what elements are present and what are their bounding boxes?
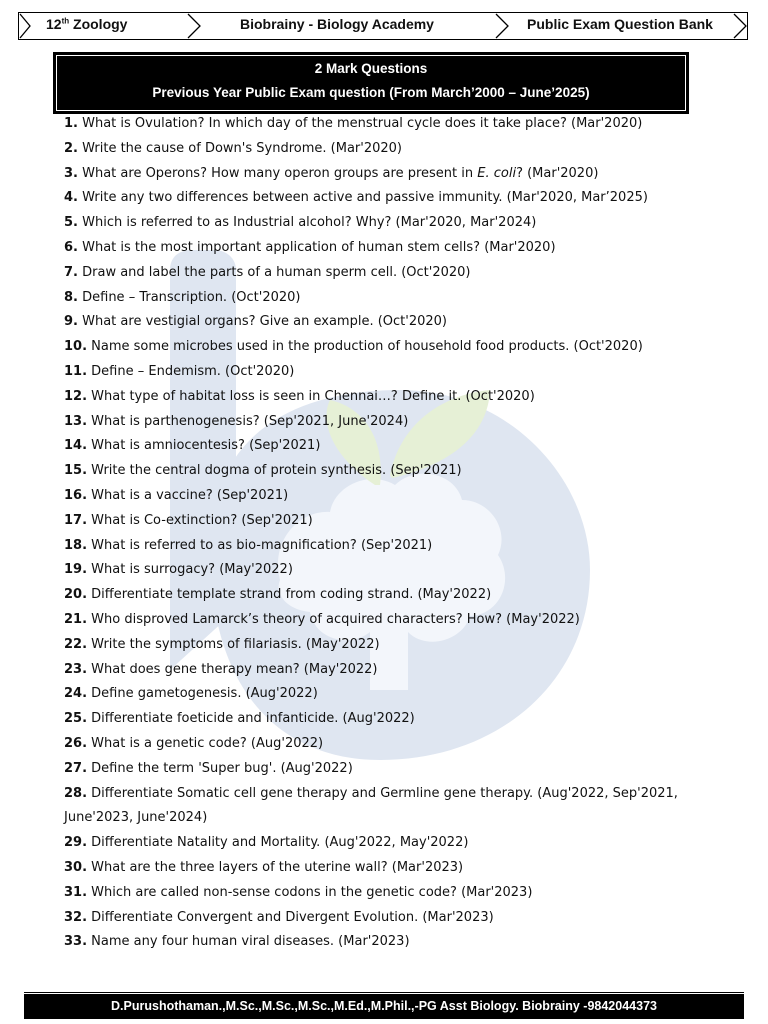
header-question-bank: Public Exam Question Bank [527,16,713,32]
question-item [64,509,704,534]
question-number: 27. [64,760,88,776]
question-number: 9. [64,314,78,330]
question-text: What is Ovulation? In which day of the menstrual cycle does it take place? (Mar'2020) [82,116,643,131]
question-text: What type of habitat loss is seen in Chennai…? Define it. (Oct'2020) [91,388,535,404]
question-number: 26. [64,735,88,751]
question-text: What are vestigial organs? Give an example. (Oct'2020) [82,314,447,330]
question-number: 21. [64,611,88,627]
question-item [64,261,704,286]
question-item [64,335,704,360]
question-text: Draw and label the parts of a human sperm cell. (Oct'2020) [82,264,471,280]
question-number: 3. [64,165,78,181]
question-item [64,385,704,410]
header-grade: 12 [46,16,62,32]
question-item [64,831,704,856]
question-item [64,211,704,236]
question-text: Differentiate Convergent and Divergent Evolution. (Mar'2023) [91,909,494,925]
question-item [64,881,704,906]
question-number: 14. [64,438,88,454]
question-item [64,410,704,435]
question-text: What is Co-extinction? (Sep'2021) [91,512,313,528]
title-mark-category: 2 Mark Questions [314,61,428,76]
question-item [64,360,704,385]
header-grade-suffix: th [61,16,70,26]
question-item [64,583,704,608]
header-subject-name: Zoology [73,16,128,32]
question-number: 15. [64,463,88,479]
question-item [64,310,704,335]
question-number: 1. [64,116,78,131]
question-item [64,534,704,559]
question-item [64,558,704,583]
question-text: Define – Transcription. (Oct'2020) [82,289,301,305]
question-text: What is referred to as bio-magnification? (Sep'2021) [91,537,433,553]
question-item [64,930,704,955]
question-text: Differentiate Natality and Mortality. (Aug'2022, May'2022) [91,835,469,851]
question-text: Write any two differences between active and passive immunity. (Mar'2020, Mar’2025) [82,190,648,206]
question-item [64,186,704,211]
question-text: What are the three layers of the uterine wall? (Mar'2023) [91,859,464,875]
question-number: 22. [64,636,88,652]
question-item [64,608,704,633]
question-item [64,112,704,137]
question-text: What are Operons? How many operon groups are present in [82,165,478,181]
question-text: Define the term 'Super bug'. (Aug'2022) [91,760,353,776]
question-text: Who disproved Lamarck’s theory of acquired characters? How? (May'2022) [91,611,580,627]
question-item [64,484,704,509]
question-text: What does gene therapy mean? (May'2022) [91,661,378,677]
question-text: Define – Endemism. (Oct'2020) [91,363,295,379]
question-item [64,658,704,683]
question-text: Name some microbes used in the production of household food products. (Oct'2020) [91,339,643,355]
question-number: 28. [64,785,88,801]
question-number: 6. [64,239,78,255]
title-block [53,52,689,114]
question-number: 18. [64,537,88,553]
question-text: Which is referred to as Industrial alcohol? Why? (Mar'2020, Mar'2024) [82,215,537,231]
question-number: 10. [64,339,88,355]
question-item [64,682,704,707]
question-text: Which are called non-sense codons in the genetic code? (Mar'2023) [91,884,533,900]
question-number: 5. [64,215,78,231]
question-number: 20. [64,587,88,603]
question-number: 30. [64,859,88,875]
question-item [64,782,704,832]
question-text: What is a vaccine? (Sep'2021) [91,487,289,503]
question-text-tail: ? (Mar'2020) [516,165,599,181]
question-number: 4. [64,190,78,206]
question-text: Name any four human viral diseases. (Mar'2023) [91,934,410,950]
question-text: What is a genetic code? (Aug'2022) [91,735,324,751]
question-number: 11. [64,363,88,379]
question-text: Differentiate Somatic cell gene therapy and Germline gene therapy. (Aug'2022, Sep'2021, June'2023, June'2024) [64,785,678,826]
question-item [64,633,704,658]
question-number: 8. [64,289,78,305]
question-number: 33. [64,934,88,950]
question-number: 25. [64,711,88,727]
question-item [64,906,704,931]
question-item [64,757,704,782]
header-subject [46,16,127,32]
question-number: 19. [64,562,88,578]
question-text: What is surrogacy? (May'2022) [91,562,293,578]
question-item [64,137,704,162]
question-item [64,286,704,311]
question-item [64,856,704,881]
question-text: Differentiate template strand from coding strand. (May'2022) [91,587,492,603]
footer-credit: D.Purushothaman.,M.Sc.,M.Sc.,M.Sc.,M.Ed.,M.Phil.,-PG Asst Biology. Biobrainy -9842044373 [24,994,744,1019]
question-item [64,732,704,757]
question-text-italic: E. coli [477,165,517,181]
question-text: Write the central dogma of protein synthesis. (Sep'2021) [91,463,462,479]
footer-rule [24,992,744,993]
question-number: 12. [64,388,88,404]
question-number: 24. [64,686,88,702]
title-description: Previous Year Public Exam question (From March’2000 – June’2025) [152,85,590,100]
question-number: 31. [64,884,88,900]
header-bar [18,12,748,40]
question-number: 29. [64,835,88,851]
question-text: Write the cause of Down's Syndrome. (Mar'2020) [82,140,402,156]
question-number: 32. [64,909,88,925]
question-number: 16. [64,487,88,503]
question-item [64,162,704,187]
question-number: 13. [64,413,88,429]
question-list [64,112,704,955]
question-item [64,434,704,459]
question-text: What is amniocentesis? (Sep'2021) [91,438,321,454]
question-text: What is the most important application of human stem cells? (Mar'2020) [82,239,556,255]
question-text: Differentiate foeticide and infanticide. (Aug'2022) [91,711,415,727]
question-number: 23. [64,661,88,677]
question-number: 7. [64,264,78,280]
question-number: 17. [64,512,88,528]
question-number: 2. [64,140,78,156]
question-text: Define gametogenesis. (Aug'2022) [91,686,318,702]
question-text: What is parthenogenesis? (Sep'2021, June'2024) [91,413,409,429]
question-item [64,236,704,261]
question-item [64,707,704,732]
header-academy: Biobrainy - Biology Academy [240,16,434,32]
question-item [64,459,704,484]
question-text: Write the symptoms of filariasis. (May'2022) [91,636,380,652]
title-frame [56,55,686,111]
